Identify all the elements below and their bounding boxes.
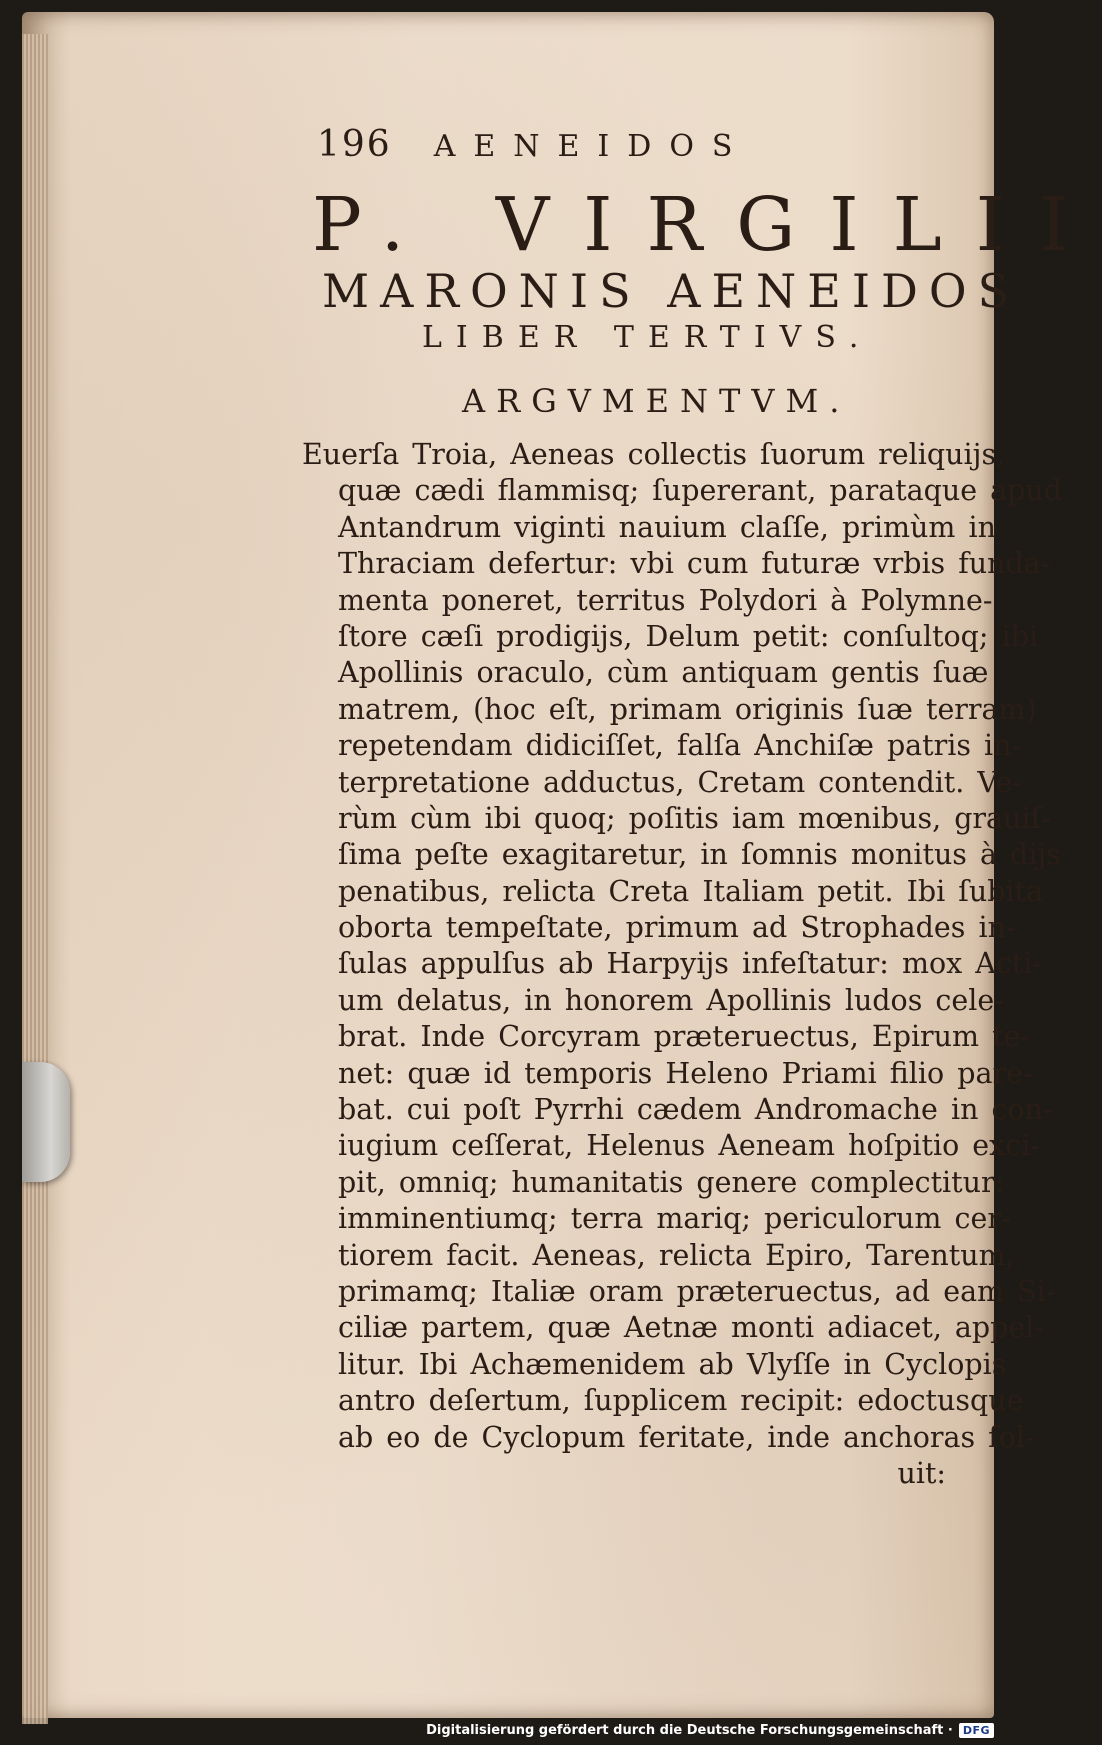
title-line-1: P. VIRGILII [312, 182, 1102, 268]
text-line: repetendam didiciſſet, falſa Anchiſæ patris in- [338, 729, 1022, 763]
text-line: tiorem facit. Aeneas, relicta Epiro, Tarentum, [338, 1238, 1015, 1272]
text-line: net: quæ id temporis Heleno Priami filio pare- [338, 1056, 1033, 1090]
text-line: Euerſa Troia, Aeneas collectis ſuorum reliquijs, [302, 438, 1006, 471]
text-line: ſulas appulſus ab Harpyijs infeſtatur: mox Acti- [338, 947, 1043, 981]
text-line: ab eo de Cyclopum feritate, inde anchoras ſol- [338, 1420, 1035, 1454]
text-line: menta poneret, territus Polydori à Polymne- [338, 583, 993, 617]
text-line: brat. Inde Corcyram præteruectus, Epirum te- [338, 1020, 1031, 1054]
page-edge-stack [22, 34, 48, 1724]
text-line: Thraciam defertur: vbi cum futuræ vrbis funda- [338, 547, 1051, 581]
text-line: oborta tempeſtate, primum ad Strophades in- [338, 911, 1016, 945]
title-line-2: MARONIS AENEIDOS [322, 264, 1021, 318]
text-line: penatibus, relicta Creta Italiam petit. Ibi ſubita [338, 874, 1043, 908]
page-header [317, 124, 877, 168]
text-line: terpretatione adductus, Cretam contendit. Ve- [338, 765, 1022, 799]
text-line: iugium ceſſerat, Helenus Aeneam hoſpitio exci- [338, 1129, 1040, 1163]
text-line: ciliæ partem, quæ Aetnæ monti adiacet, appel- [338, 1311, 1045, 1345]
dfg-logo: DFG [959, 1723, 994, 1738]
text-line: Antandrum viginti nauium claſſe, primùm in [338, 510, 996, 544]
argument-heading: ARGVMENTVM. [462, 382, 851, 420]
page-clip [22, 1062, 70, 1182]
text-line: pit, omniq; humanitatis genere complectitur: [338, 1165, 1005, 1199]
page-number: 196 [317, 124, 392, 165]
title-line-3: LIBER TERTIVS. [422, 320, 873, 355]
text-line: matrem, (hoc eſt, primam originis ſuæ terram) [338, 692, 1037, 726]
text-line: antro deſertum, ſupplicem recipit: edoctusque [338, 1384, 1024, 1418]
text-line: bat. cui poſt Pyrrhi cædem Andromache in con- [338, 1093, 1053, 1127]
digitization-credit [426, 1719, 994, 1741]
text-line: ſtore cæſi prodigijs, Delum petit: conſultoq; ibi [338, 619, 1039, 653]
text-line: imminentiumq; terra mariq; periculorum cer- [338, 1202, 1011, 1236]
text-line: quæ cædi flammisq; ſupererant, parataque apud [338, 474, 1063, 508]
text-line: rùm cùm ibi quoq; poſitis iam mœnibus, grauiſ- [338, 801, 1051, 835]
catchword: uit: [897, 1456, 946, 1490]
text-line: Apollinis oraculo, cùm antiquam gentis ſuæ [338, 656, 989, 690]
text-line: primamq; Italiæ oram præteruectus, ad eam Si- [338, 1274, 1056, 1308]
running-title: AENEIDOS [433, 129, 751, 164]
text-line: ſima peſte exagitaretur, in ſomnis monitus à dijs [338, 838, 1061, 872]
book-page [22, 12, 1102, 1718]
credit-text: Digitalisierung gefördert durch die Deutsche Forschungsgemeinschaft · [426, 1722, 953, 1738]
text-line: um delatus, in honorem Apollinis ludos cele- [338, 983, 1004, 1017]
argument-text [302, 437, 1063, 1492]
text-line: litur. Ibi Achæmenidem ab Vlyſſe in Cyclopis [338, 1347, 1007, 1381]
